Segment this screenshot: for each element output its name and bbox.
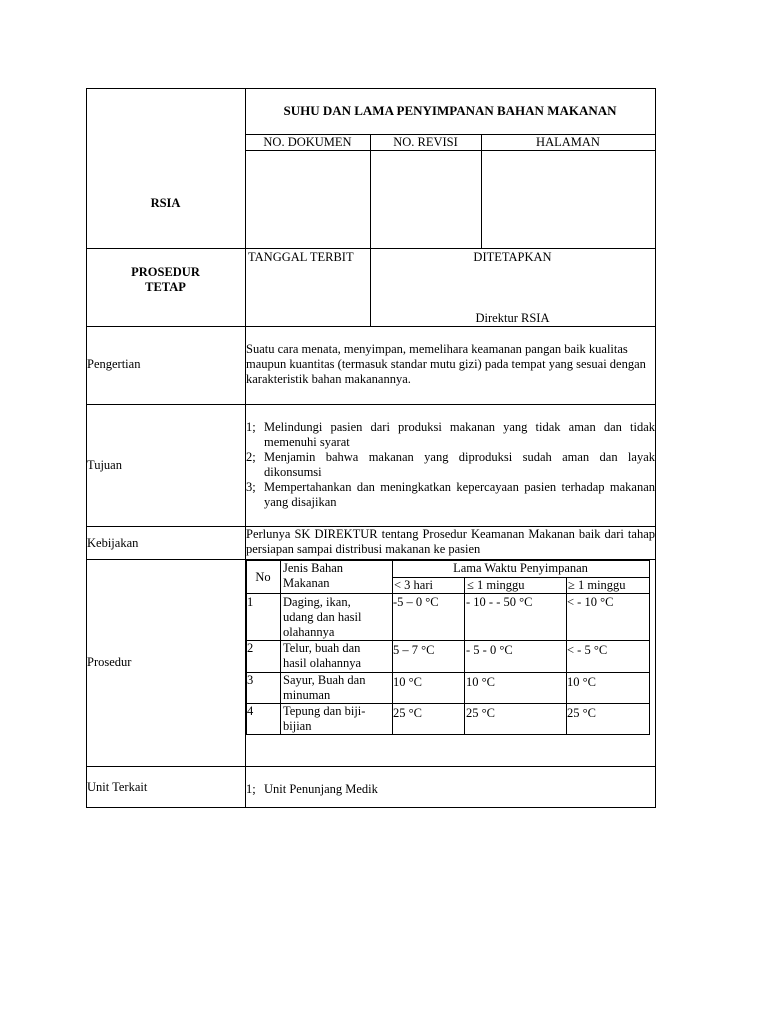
procedure-type-line2: TETAP: [145, 280, 186, 294]
table-row-4-c1: 25 °C: [393, 706, 422, 720]
table-row-1-c2: - 10 - - 50 °C: [466, 595, 533, 609]
header-col-divider: [245, 150, 655, 151]
table-row-3-jenis: Sayur, Buah dan minuman: [283, 673, 366, 702]
frame-bottom: [86, 807, 656, 808]
list-item: 1; Unit Penunjang Medik: [246, 782, 378, 796]
table-line-bottom: [246, 734, 649, 735]
tujuan-label: Tujuan: [87, 458, 122, 472]
col-no-dokumen: NO. DOKUMEN: [263, 135, 352, 149]
prosedur-label: Prosedur: [87, 655, 132, 669]
row-divider-6: [86, 766, 656, 767]
table-subcol-2: ≤ 1 minggu: [467, 578, 525, 592]
frame-right: [655, 88, 656, 808]
table-row-3-c2: 10 °C: [466, 675, 495, 689]
table-row-3-no: 3: [247, 673, 254, 687]
document-title: SUHU DAN LAMA PENYIMPANAN BAHAN MAKANAN: [283, 103, 617, 118]
table-row-4-c3: 25 °C: [567, 706, 596, 720]
unit-terkait-list: [246, 782, 646, 797]
header-col-sep-2: [481, 134, 482, 249]
table-line-head: [246, 593, 649, 594]
table-row-4-no: 4: [247, 704, 254, 718]
kebijakan-text: Perlunya SK DIREKTUR tentang Prosedur Keamanan Makanan baik dari tahap persiapan sampai distribusi makanan ke pasien: [246, 527, 655, 556]
table-row-4-c2: 25 °C: [466, 706, 495, 720]
table-row-1-jenis: Daging, ikan, udang dan hasil olahannya: [283, 595, 362, 639]
table-row-2-c3: < - 5 °C: [567, 643, 608, 657]
row-divider-1: [86, 248, 656, 249]
table-vline-5: [649, 560, 650, 735]
header-col-sep-1: [370, 134, 371, 249]
table-subcol-3: ≥ 1 minggu: [568, 578, 626, 592]
table-row-3-c1: 10 °C: [393, 675, 422, 689]
table-vline-3: [464, 577, 465, 735]
frame-top: [86, 88, 656, 89]
procedure-type-line1: PROSEDUR: [131, 265, 200, 279]
table-row-2-jenis: Telur, buah dan hasil olahannya: [283, 641, 362, 670]
table-row-2-c1: 5 – 7 °C: [393, 643, 435, 657]
list-item: 3; Mempertahankan dan meningkatkan kepercayaan pasien terhadap makanan yang disajikan: [246, 480, 655, 509]
direktur-label: Direktur RSIA: [475, 311, 550, 325]
table-vline-1: [280, 560, 281, 735]
table-col-jenis: Jenis Bahan Makanan: [283, 561, 344, 590]
tujuan-list: [246, 420, 655, 510]
table-col-lama: Lama Waktu Penyimpanan: [453, 561, 588, 575]
table-row-1-c1: -5 – 0 °C: [393, 595, 439, 609]
col-halaman: HALAMAN: [536, 135, 600, 149]
table-row-2-c2: - 5 - 0 °C: [466, 643, 513, 657]
table-subcol-1: < 3 hari: [394, 578, 433, 592]
table-col-no: No: [255, 570, 271, 584]
col-no-revisi: NO. REVISI: [393, 135, 458, 149]
ditetapkan-label: DITETAPKAN: [473, 250, 552, 264]
table-row-2-no: 2: [247, 641, 254, 655]
table-row-4-jenis: Tepung dan biji-bijian: [283, 704, 366, 733]
kebijakan-label: Kebijakan: [87, 536, 139, 550]
table-row-1-no: 1: [247, 595, 254, 609]
row-divider-3: [86, 404, 656, 405]
pengertian-label: Pengertian: [87, 357, 141, 371]
row-divider-2: [86, 326, 656, 327]
table-row-1-c3: < - 10 °C: [567, 595, 614, 609]
unit-terkait-label: Unit Terkait: [87, 780, 148, 794]
list-item: 2; Menjamin bahwa makanan yang diproduksi sudah aman dan layak dikonsumsi: [246, 450, 655, 479]
institution-name: RSIA: [150, 196, 181, 210]
list-item: 1; Melindungi pasien dari produksi makanan yang tidak aman dan tidak memenuhi syarat: [246, 420, 655, 449]
table-row-3-c3: 10 °C: [567, 675, 596, 689]
pengertian-text: Suatu cara menata, menyimpan, memelihara keamanan pangan baik kualitas maupun kuantitas (termasuk standar mutu gizi) pada tempat yang sesuai dengan karakteristik bahan makanannya.: [246, 342, 646, 386]
tanggal-terbit-label: TANGGAL TERBIT: [248, 250, 354, 264]
